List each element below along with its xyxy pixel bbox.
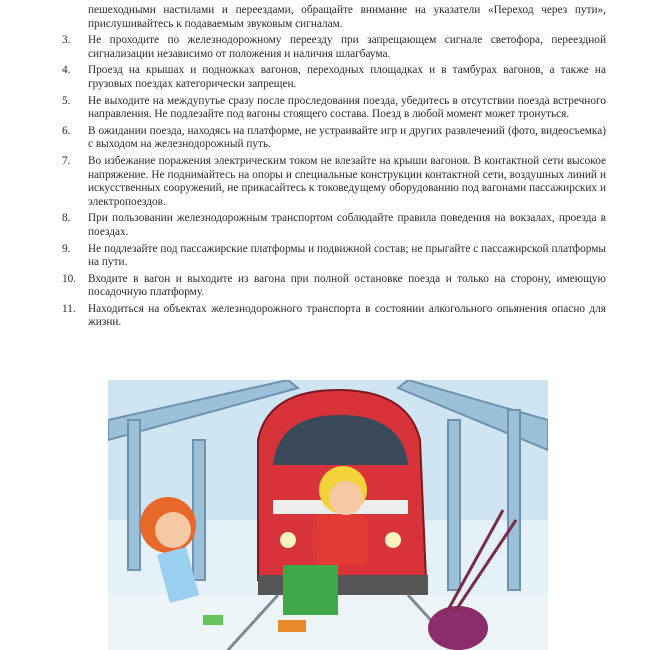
list-item	[62, 212, 606, 239]
item-text: Проезд на крышах и подножках вагонов, переходных площадках и в тамбурах вагонов, а также на грузовых поездах категорически запрещен.	[88, 64, 606, 90]
list-item	[62, 64, 606, 91]
list-item	[62, 155, 606, 209]
item-text: Не подлезайте под пассажирские платформы и подвижной состав; не прыгайте с пассажирской платформы на пути.	[88, 242, 606, 269]
item-text: пешеходными настилами и переездами, обращайте внимание на указатели «Переход через пути», прислушивайтесь к подаваемым звуковым сигналам.	[88, 4, 606, 30]
item-number: 9.	[62, 242, 71, 255]
item-text: Находиться на объектах железнодорожного транспорта в состоянии алкогольного опьянения опасно для жизни.	[88, 302, 606, 329]
list-item	[62, 273, 606, 300]
item-number: 7.	[62, 154, 71, 167]
item-text: Входите в вагон и выходите из вагона при полной остановке поезда и только на сторону, имеющую посадочную платформу.	[88, 272, 606, 299]
item-text: В ожидании поезда, находясь на платформе, не устраивайте игр и других развлечений (фото, видеосъемка) с выходом на железнодорожный путь.	[88, 124, 606, 151]
item-number: 6.	[62, 124, 71, 137]
list-item	[62, 125, 606, 152]
list-item	[62, 243, 606, 270]
item-number: 10.	[62, 272, 77, 285]
item-text: Не выходите на междупутье сразу после проследования поезда, убедитесь в отсутствии поезда встречного направления. Не подлезайте под вагоны стоящего состава. Поезд в любой момент может тронуться.	[88, 94, 606, 121]
item-number: 11.	[62, 302, 76, 315]
item-number: 8.	[62, 212, 71, 225]
list-item	[62, 34, 606, 61]
item-number: 3.	[62, 34, 71, 47]
item-number: 4.	[62, 64, 71, 77]
item-text: Не проходите по железнодорожному переезду при запрещающем сигнале светофора, переездной сигнализации независимо от положения и наличия шлагбаума.	[88, 34, 606, 60]
safety-rules-list	[62, 4, 606, 333]
item-text: Во избежание поражения электрическим током не влезайте на крыши вагонов. В контактной сети высокое напряжение. Не поднимайтесь на опоры и специальные конструкции контактной сети, воздушных линий и искусственных сооружений, не прикасайтесь к токоведущему оборудованию под вагонами пассажирских и электропоездов.	[88, 154, 606, 208]
railway-illustration	[108, 380, 548, 650]
item-number: 5.	[62, 94, 71, 107]
list-item	[62, 303, 606, 330]
item-text: При пользовании железнодорожным транспортом соблюдайте правила поведения на вокзалах, проезда в поездах.	[88, 212, 606, 238]
list-item	[62, 4, 606, 31]
list-item	[62, 95, 606, 122]
